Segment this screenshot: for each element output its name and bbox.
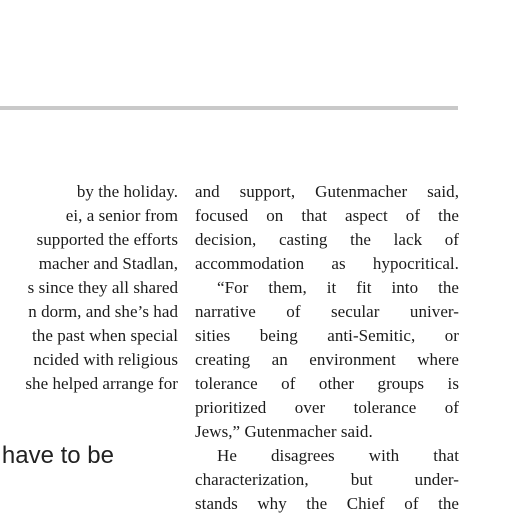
article-text-line: Jews,” Gutenmacher said.: [195, 422, 373, 441]
pull-quote-text: have to be: [1, 442, 114, 469]
article-text-line: supported the efforts: [36, 230, 178, 249]
article-text-line: by the holiday.: [76, 182, 178, 201]
article-text-line: sities being anti-Semitic, or: [195, 326, 459, 345]
pull-quote: [0, 440, 178, 476]
article-text-line: “For them, it fit into the: [217, 278, 459, 297]
article-text-line: focused on that aspect of the: [195, 206, 459, 225]
article-text-line: macher and Stadlan,: [38, 254, 178, 273]
article-column-left: [0, 180, 178, 420]
article-text-line: stands why the Chief of the: [195, 494, 459, 513]
article-text-line: accommodation as hypocritical.: [195, 254, 459, 273]
article-text-line: narrative of secular univer-: [195, 302, 459, 321]
article-text-line: creating an environment where: [195, 350, 459, 369]
article-text-line: ei, a senior from: [65, 206, 178, 225]
article-text-line: prioritized over tolerance of: [195, 398, 459, 417]
article-text-line: characterization, but under-: [195, 470, 459, 489]
article-text-line: ncided with religious: [33, 350, 178, 369]
article-text-line: and support, Gutenmacher said,: [195, 182, 459, 201]
article-text-line: the past when special: [32, 326, 178, 345]
article-text-line: tolerance of other groups is: [195, 374, 459, 393]
article-text-line: n dorm, and she’s had: [28, 302, 178, 321]
section-divider-rule: [0, 106, 458, 110]
article-text-line: she helped arrange for: [25, 374, 178, 393]
article-text-line: He disagrees with that: [217, 446, 459, 465]
article-text-line: s since they all shared: [27, 278, 178, 297]
article-text-line: decision, casting the lack of: [195, 230, 459, 249]
